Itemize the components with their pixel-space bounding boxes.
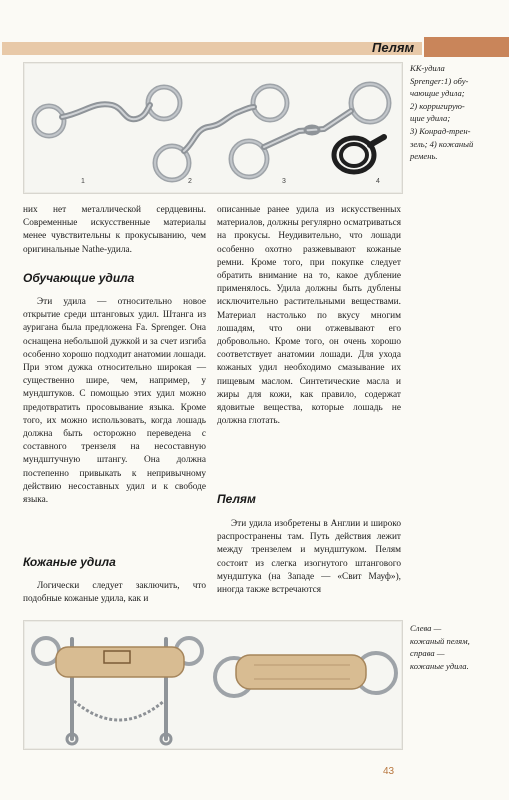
pelham-illustration — [24, 621, 402, 749]
left-column-leather — [23, 580, 206, 606]
right-column-pelham — [217, 518, 401, 597]
heading-training-bits: Обучающие удила — [23, 271, 135, 285]
pelham-ring-left — [33, 638, 59, 664]
photo-caption-top: КК-удила Sprenger:1) обу- чающие удила; 2) корригирую- щие удила; 3) Конрад-трен- зель; 4) кожаный ремень. — [410, 63, 474, 162]
page-number: 43 — [383, 766, 395, 777]
photo-number: 4 — [376, 178, 380, 185]
photo-number: 2 — [188, 178, 192, 185]
leather-bit-mouthpiece — [236, 655, 366, 689]
paragraph: Эти удила — относительно новое открытие среди штанговых удил. Штанга из ауригана была предложена Fa. Sprenger. Она оснащена небольшой дужкой и за счет изгиба особенно хорошо подходит анатомии лошади. При этом дужка относительно широкая — существенно шире, чем, например, у мундштуков. С помощью этих удил можно предотвратить просовывание языка. Кроме того, их можно использовать, когда лошадь должна быть осторожно переведена с составного трензеля на несоставную мундштучную штангу. Она должна постепенно привыкать к непривычному действию несоставных удил и к свободе языка. — [23, 297, 206, 506]
bit-1-mouthpiece — [62, 104, 150, 119]
paragraph: Логически следует заключить, что подобные кожаные удила, как и — [23, 581, 206, 605]
photo-caption-bottom: Слева — кожаный пелям, справа — кожаные удила. — [410, 623, 470, 671]
paragraph: них нет металлической сердцевины. Современные искусственные материалы менее чувствительны к прокусыванию, чем оригинальные Nathe-удила. — [23, 205, 206, 255]
section-title: Пелям — [372, 40, 415, 55]
leather-strap — [334, 137, 384, 172]
photo-number: 1 — [81, 178, 85, 185]
header-bar — [2, 42, 422, 55]
heading-leather-bits: Кожаные удила — [23, 555, 116, 569]
header-accent-box — [424, 37, 509, 57]
right-column-leather — [217, 204, 401, 428]
paragraph: Эти удила изобретены в Англии и широко распространены там. Путь действия лежит между трензелем и мундштуком. Пелям состоит из слегка изогнутого штангового мундштука (на Западе — «Свит Мауф»), иногда также встречаются — [217, 519, 401, 596]
left-column-training — [23, 296, 206, 507]
pelham-photo — [23, 620, 403, 750]
curb-chain — [74, 701, 164, 720]
heading-pelham: Пелям — [217, 492, 256, 506]
photo-number: 3 — [282, 178, 286, 185]
left-column-intro — [23, 204, 206, 257]
bits-photo — [23, 62, 403, 194]
paragraph: описанные ранее удила из искусственных материалов, должны регулярно осматриваться на прокусы. Неудивительно, что лошади особенно охотно разжевывают кожаные ремни. Кроме того, при покупке следует обратить внимание на то, какое дубление применялось. Удила должны быть дублены исключительно растительными веществами. Материал настолько по вкусу многим лошадям, что они отжевывают его добровольно. Кроме того, он очень хорошо соответствует анатомии лошади. Для ухода кожаных удил необходимо смазывание их пищевым маслом. Синтетические масла и жиры для кожи, как правило, содержат ядовитые вещества, которые лошадь не должна глотать. — [217, 205, 401, 427]
bits-illustration — [24, 63, 402, 193]
